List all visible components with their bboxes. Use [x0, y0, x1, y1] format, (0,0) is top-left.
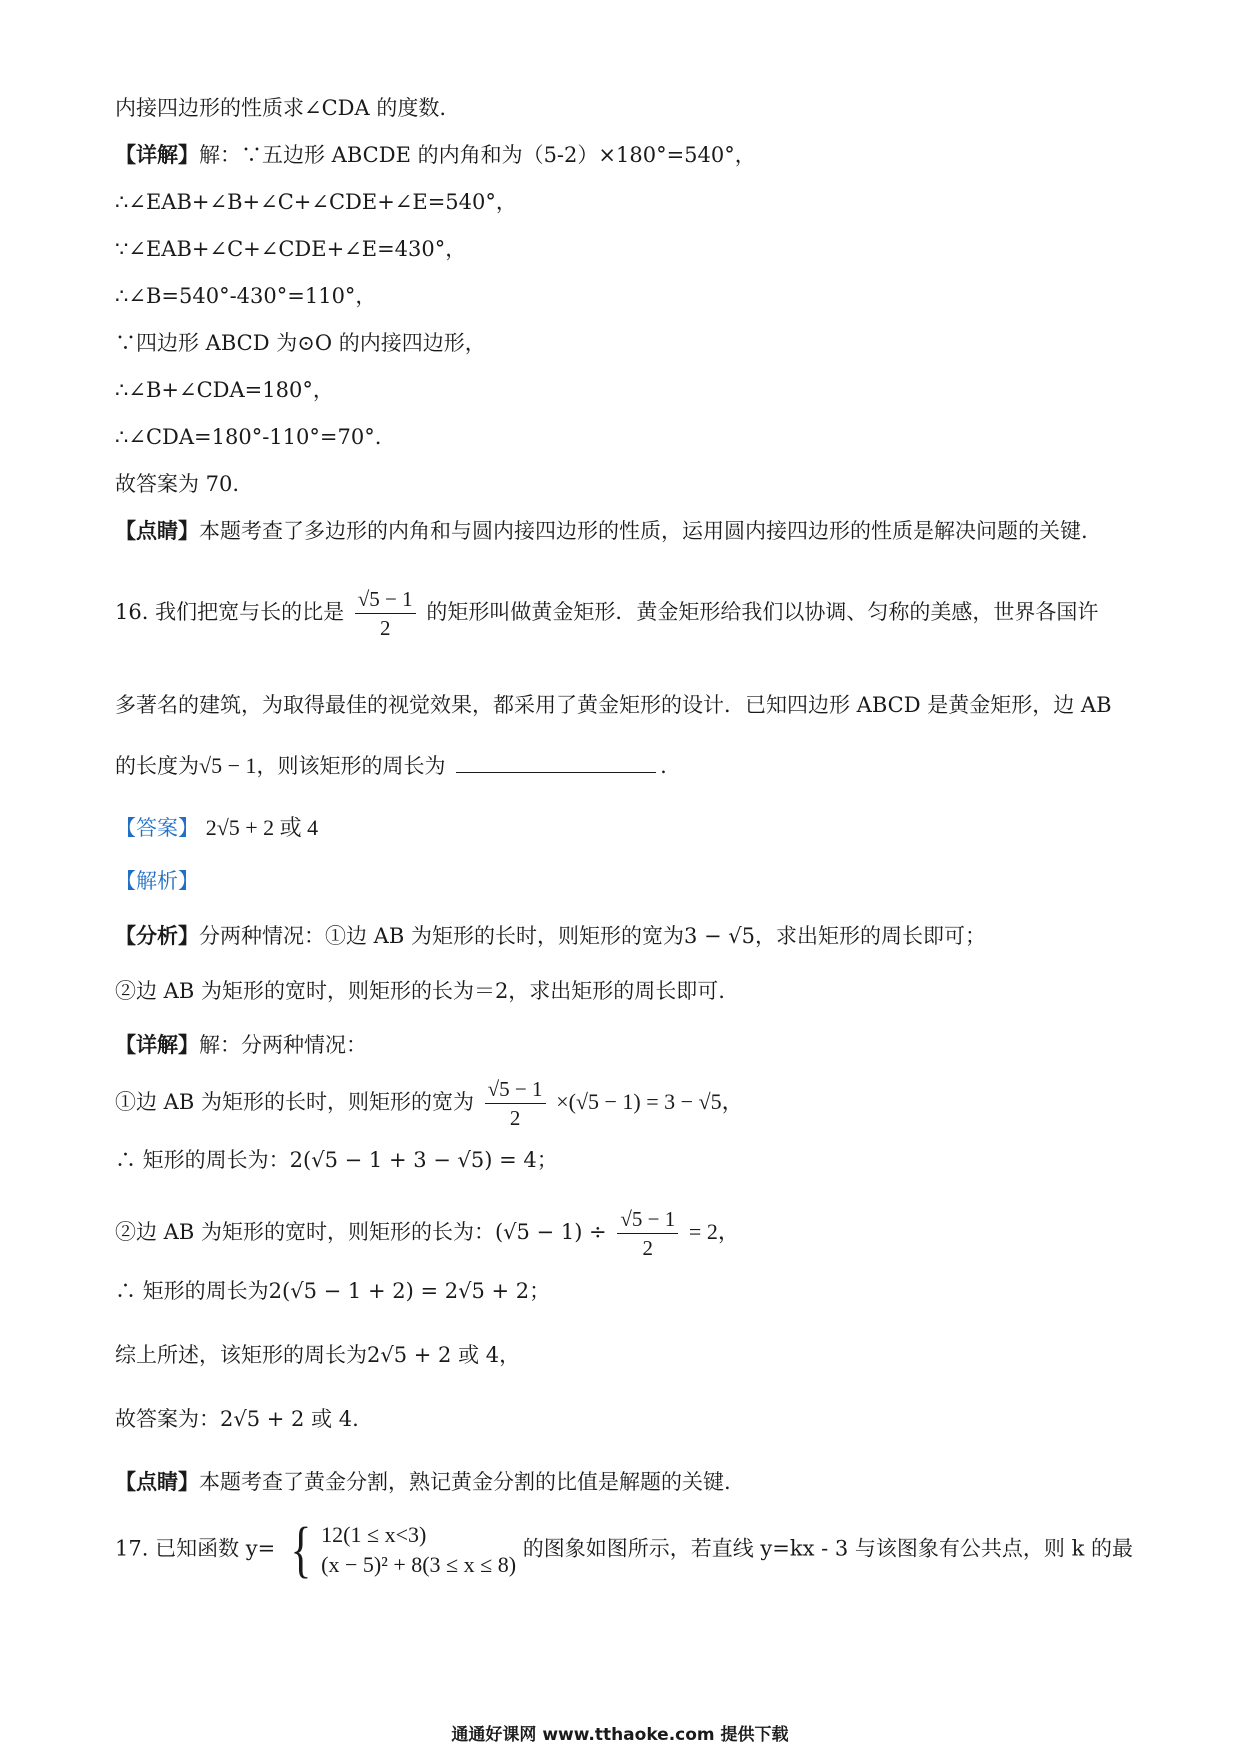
- detail-summary: 综上所述，该矩形的周长为2√5 + 2 或 4，: [115, 1343, 521, 1367]
- question-16-line-3: [115, 750, 667, 781]
- fraction-denominator: 2: [509, 1106, 521, 1130]
- text-line: ∴∠CDA=180°-110°=70°.: [115, 425, 382, 449]
- section-label-dianjing: 【点睛】: [115, 518, 199, 543]
- text-span: ①边 AB 为矩形的长时，则矩形的宽为: [115, 1090, 474, 1114]
- text-line: ∵四边形 ABCD 为⊙O 的内接四边形，: [115, 331, 486, 355]
- detail-perimeter-2: ∴ 矩形的周长为2(√5 − 1 + 2) = 2√5 + 2；: [115, 1279, 551, 1303]
- answer-value: 2√5 + 2 或 4: [205, 815, 319, 840]
- section-label-dianjing: 【点睛】: [115, 1469, 199, 1494]
- question-16-line-1: [115, 585, 1098, 642]
- text-span: 本题考查了黄金分割，熟记黄金分割的比值是解题的关键.: [199, 1470, 731, 1494]
- text-span: 分两种情况：①边 AB 为矩形的长时，则矩形的宽为3 − √5，求出矩形的周长即可；: [199, 924, 986, 948]
- fenxi-line-2: ②边 AB 为矩形的宽时，则矩形的长为＝2，求出矩形的周长即可.: [115, 979, 725, 1003]
- analysis-line: [115, 866, 199, 896]
- piecewise-cases: [321, 1520, 516, 1580]
- text-span: 的图象如图所示，若直线 y=kx - 3 与该图象有公共点，则 k 的最: [522, 1536, 1133, 1561]
- text-line: 内接四边形的性质求∠CDA 的度数.: [115, 96, 447, 120]
- section-label-fenxi: 【分析】: [115, 923, 199, 948]
- text-span: 17. 已知函数 y=: [115, 1536, 276, 1561]
- dianjing-line: [115, 1467, 731, 1497]
- fraction-denominator: 2: [379, 616, 391, 640]
- text-line: ∴∠B+∠CDA=180°，: [115, 378, 334, 402]
- section-label-detail: 【详解】: [115, 1032, 199, 1057]
- text-span: 本题考查了多边形的内角和与圆内接四边形的性质，运用圆内接四边形的性质是解决问题的关键.: [199, 519, 1088, 543]
- text-line: ∴∠EAB+∠B+∠C+∠CDE+∠E=540°，: [115, 190, 517, 214]
- text-line: ∵∠EAB+∠C+∠CDE+∠E=430°，: [115, 237, 467, 261]
- fraction: [617, 1205, 678, 1262]
- text-span: 解：∵五边形 ABCDE 的内角和为（5-2）×180°=540°，: [199, 143, 756, 167]
- fraction-denominator: 2: [642, 1236, 654, 1260]
- text-span: 的长度为: [115, 754, 199, 778]
- detail-line-1: [115, 1030, 367, 1060]
- fraction: [485, 1075, 546, 1132]
- text-span: ，则该矩形的周长为: [256, 754, 446, 778]
- fraction-numerator: √5 − 1: [485, 1075, 546, 1104]
- fraction-numerator: √5 − 1: [617, 1205, 678, 1234]
- golden-ratio-fraction: [355, 585, 416, 642]
- text-span: .: [660, 754, 667, 778]
- text-span: 16. 我们把宽与长的比是: [115, 600, 345, 624]
- text-line: ∴∠B=540°-430°=110°，: [115, 284, 377, 308]
- answer-blank: [456, 750, 656, 773]
- text-span: 解：分两种情况：: [199, 1033, 367, 1057]
- left-brace: {: [290, 1516, 312, 1584]
- detail-case-1: [115, 1075, 744, 1132]
- analysis-label: 【解析】: [115, 869, 199, 893]
- piecewise-case-2: (x − 5)² + 8(3 ≤ x ≤ 8): [321, 1552, 517, 1577]
- detail-perimeter-1: ∴ 矩形的周长为：2(√5 − 1 + 3 − √5) = 4；: [115, 1148, 558, 1172]
- text-span: ②边 AB 为矩形的宽时，则矩形的长为：(√5 − 1) ÷: [115, 1220, 607, 1244]
- question-17-line: [115, 1516, 1133, 1584]
- detail-final: 故答案为：2√5 + 2 或 4.: [115, 1407, 359, 1431]
- section-label-detail: 【详解】: [115, 142, 199, 167]
- text-span: 的矩形叫做黄金矩形．黄金矩形给我们以协调、匀称的美感，世界各国许: [426, 600, 1099, 624]
- question-16-line-2: 多著名的建筑，为取得最佳的视觉效果，都采用了黄金矩形的设计．已知四边形 ABCD 是黄金矩形，边 AB: [115, 693, 1112, 717]
- fenxi-line-1: [115, 921, 986, 951]
- fraction-numerator: √5 − 1: [355, 585, 416, 614]
- text-line: [115, 516, 1088, 546]
- piecewise-case-1: 12(1 ≤ x<3): [321, 1522, 427, 1547]
- answer-label: 【答案】: [115, 816, 199, 840]
- text-line: [115, 140, 756, 170]
- piecewise-function: [286, 1516, 517, 1584]
- answer-line: [115, 813, 318, 843]
- page-footer: 通通好课网 www.tthaoke.com 提供下载: [451, 1725, 789, 1745]
- detail-case-2: [115, 1205, 740, 1262]
- text-line: 故答案为 70.: [115, 472, 240, 496]
- math-expression: ×(√5 − 1) = 3 − √5，: [556, 1089, 744, 1114]
- math-expression: = 2，: [688, 1219, 740, 1244]
- math-expression: √5 − 1: [199, 753, 257, 778]
